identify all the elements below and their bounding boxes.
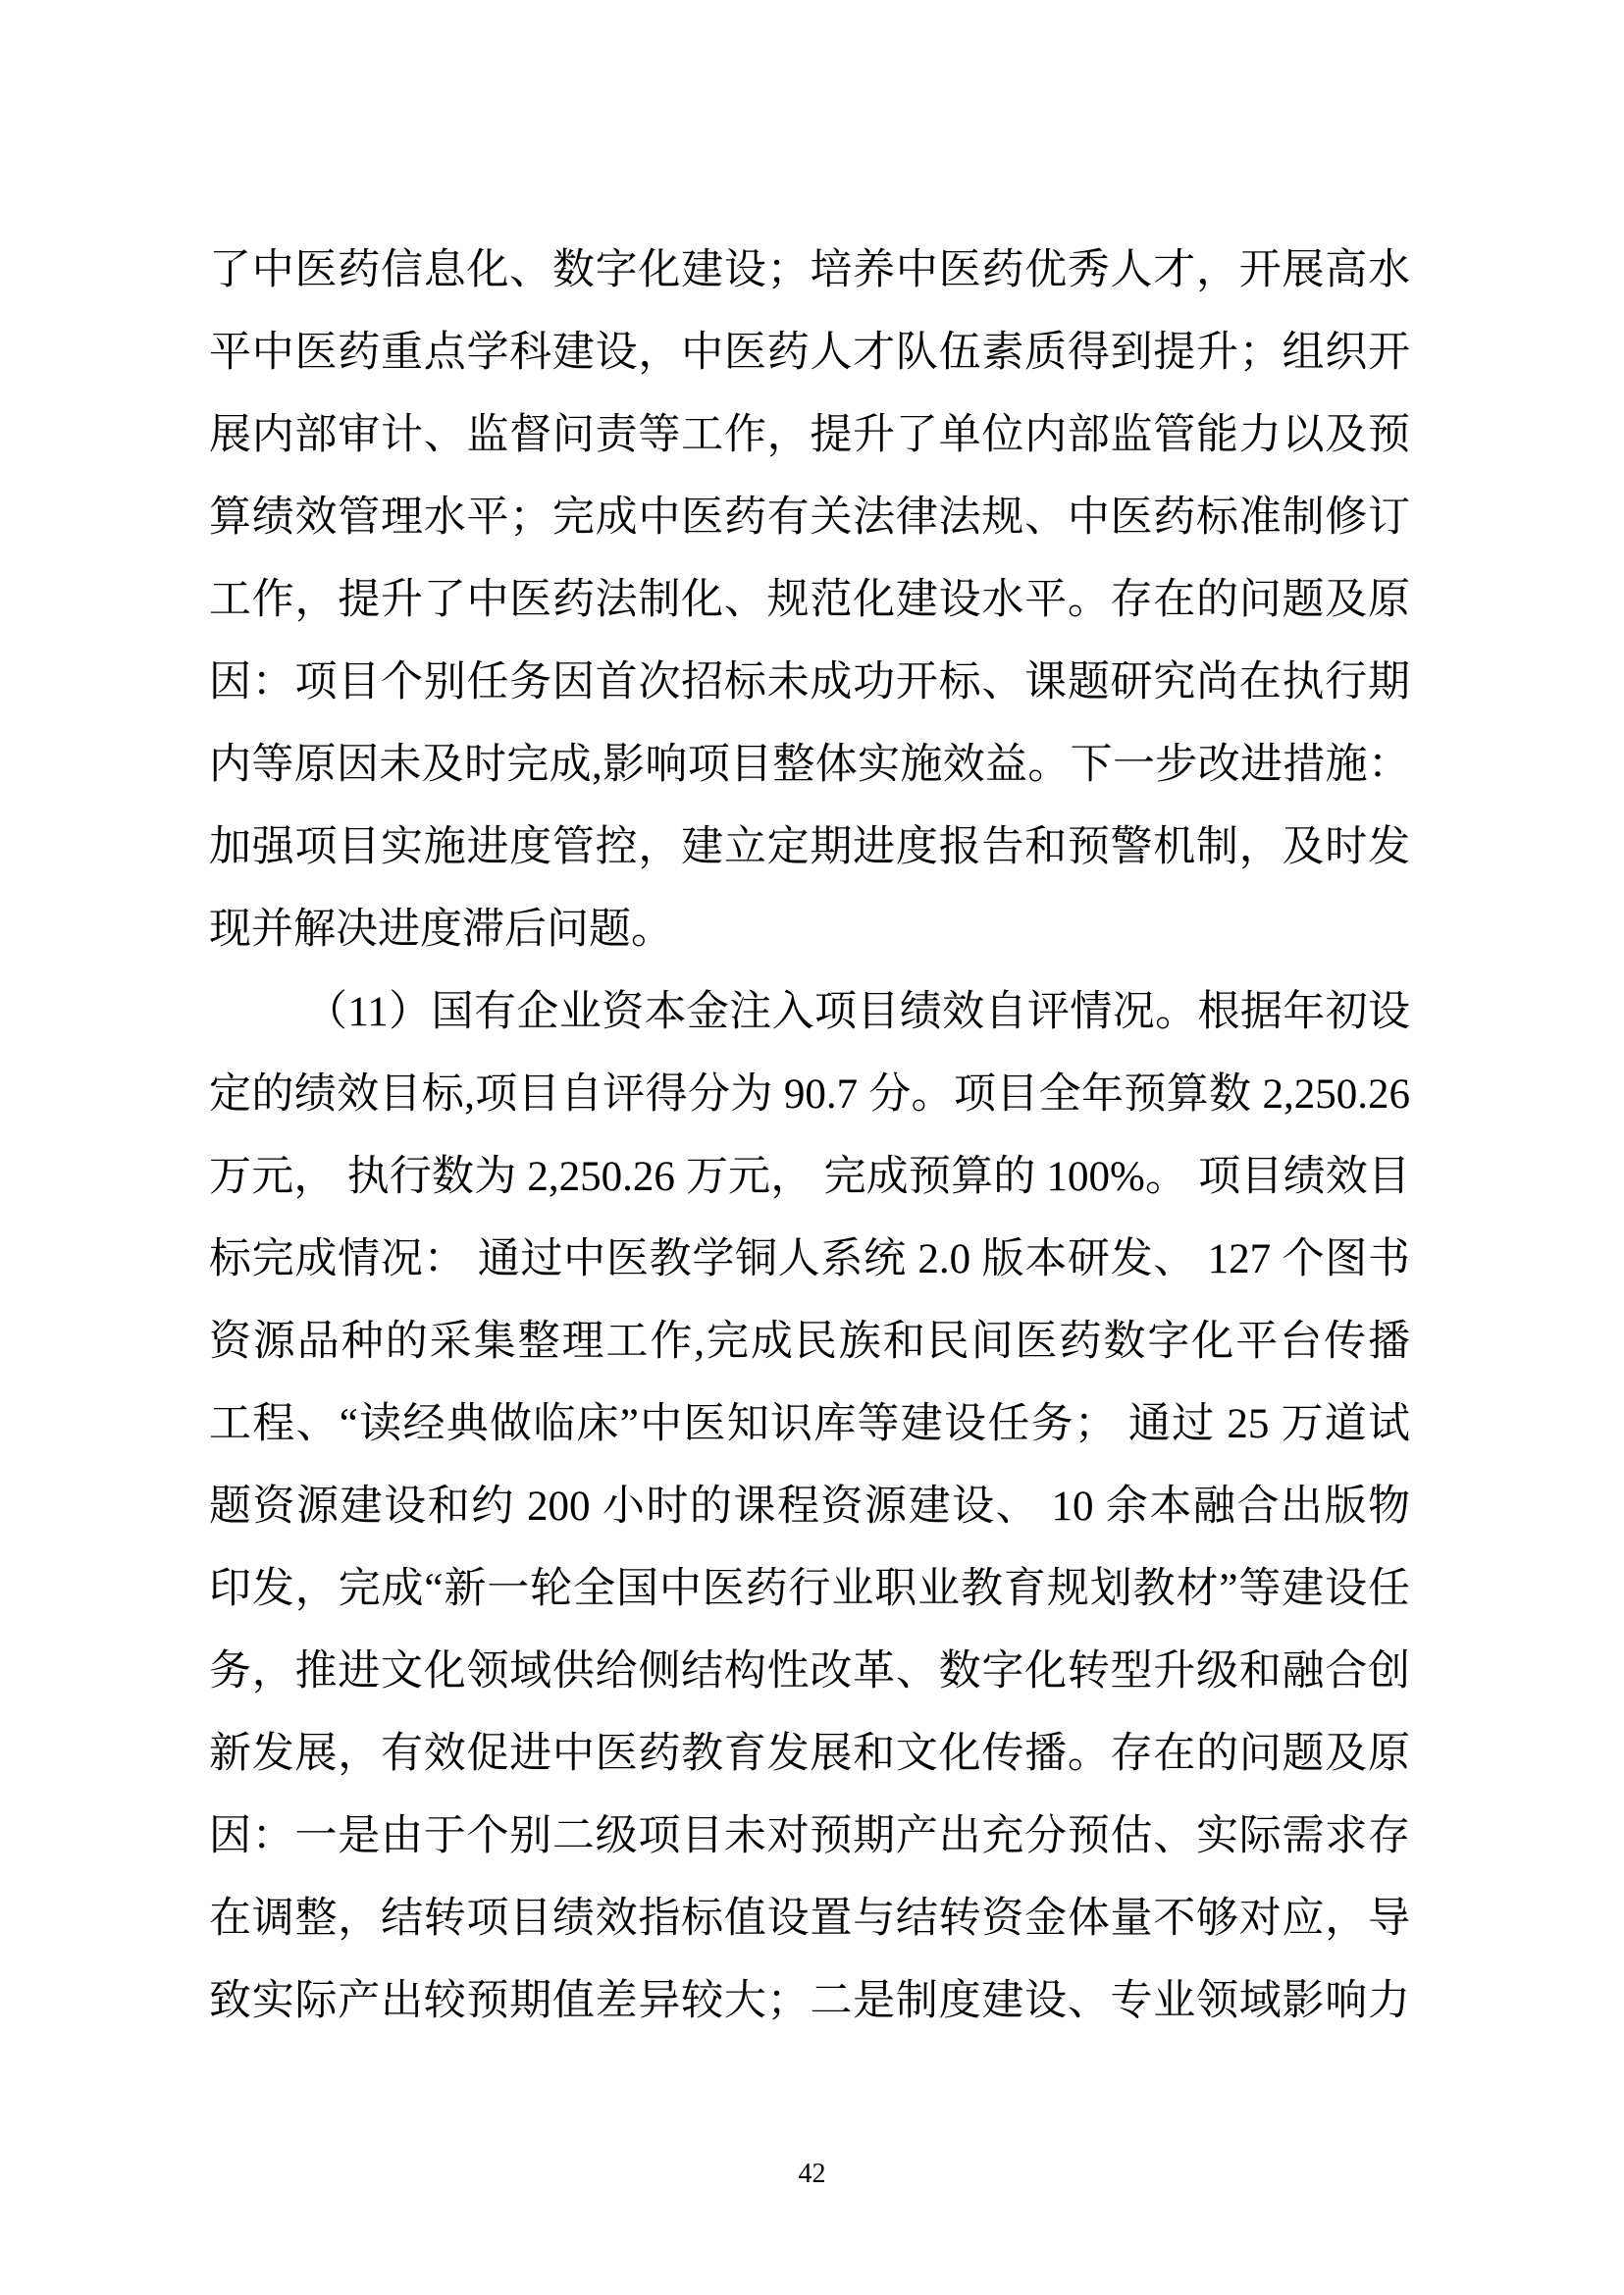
text-line: 因：一是由于个别二级项目未对预期产出充分预估、实际需求存 <box>209 1813 1410 1859</box>
text-line: 标完成情况： 通过中医教学铜人系统 2.0 版本研发、 127 个图书 <box>209 1236 1410 1282</box>
text-line: 印发，完成“新一轮全国中医药行业职业教育规划教材”等建设任 <box>209 1566 1410 1612</box>
text-line: 现并解决进度滞后问题。 <box>209 907 673 953</box>
text-line: 工作，提升了中医药法制化、规范化建设水平。存在的问题及原 <box>209 577 1410 623</box>
text-line: 万元， 执行数为 2,250.26 万元， 完成预算的 100%。 项目绩效目 <box>209 1154 1410 1200</box>
text-line: 平中医药重点学科建设，中医药人才队伍素质得到提升；组织开 <box>209 330 1410 376</box>
text-line: （11）国有企业资本金注入项目绩效自评情况。根据年初设 <box>305 989 1410 1035</box>
text-line: 工程、“读经典做临床”中医知识库等建设任务； 通过 25 万道试 <box>209 1401 1410 1447</box>
text-line: 定的绩效目标,项目自评得分为 90.7 分。项目全年预算数 2,250.26 <box>209 1071 1410 1118</box>
text-line: 展内部审计、监督问责等工作，提升了单位内部监管能力以及预 <box>209 412 1410 458</box>
text-line: 因：项目个别任务因首次招标未成功开标、课题研究尚在执行期 <box>209 659 1410 705</box>
body-text <box>209 230 1410 2043</box>
text-line: 内等原因未及时完成,影响项目整体实施效益。下一步改进措施： <box>209 742 1410 788</box>
text-line: 在调整，结转项目绩效指标值设置与结转资金体量不够对应，导 <box>209 1896 1410 1942</box>
text-line: 务，推进文化领域供给侧结构性改革、数字化转型升级和融合创 <box>209 1648 1410 1695</box>
page-number: 42 <box>798 2159 826 2189</box>
text-line: 资源品种的采集整理工作,完成民族和民间医药数字化平台传播 <box>209 1319 1410 1365</box>
text-line: 新发展，有效促进中医药教育发展和文化传播。存在的问题及原 <box>209 1731 1410 1777</box>
text-line: 算绩效管理水平；完成中医药有关法律法规、中医药标准制修订 <box>209 495 1410 541</box>
text-line: 题资源建设和约 200 小时的课程资源建设、 10 余本融合出版物 <box>209 1484 1410 1530</box>
text-line: 加强项目实施进度管控，建立定期进度报告和预警机制，及时发 <box>209 824 1410 870</box>
text-line: 致实际产出较预期值差异较大；二是制度建设、专业领域影响力 <box>209 1978 1410 2024</box>
text-line: 了中医药信息化、数字化建设；培养中医药优秀人才，开展高水 <box>209 247 1410 293</box>
